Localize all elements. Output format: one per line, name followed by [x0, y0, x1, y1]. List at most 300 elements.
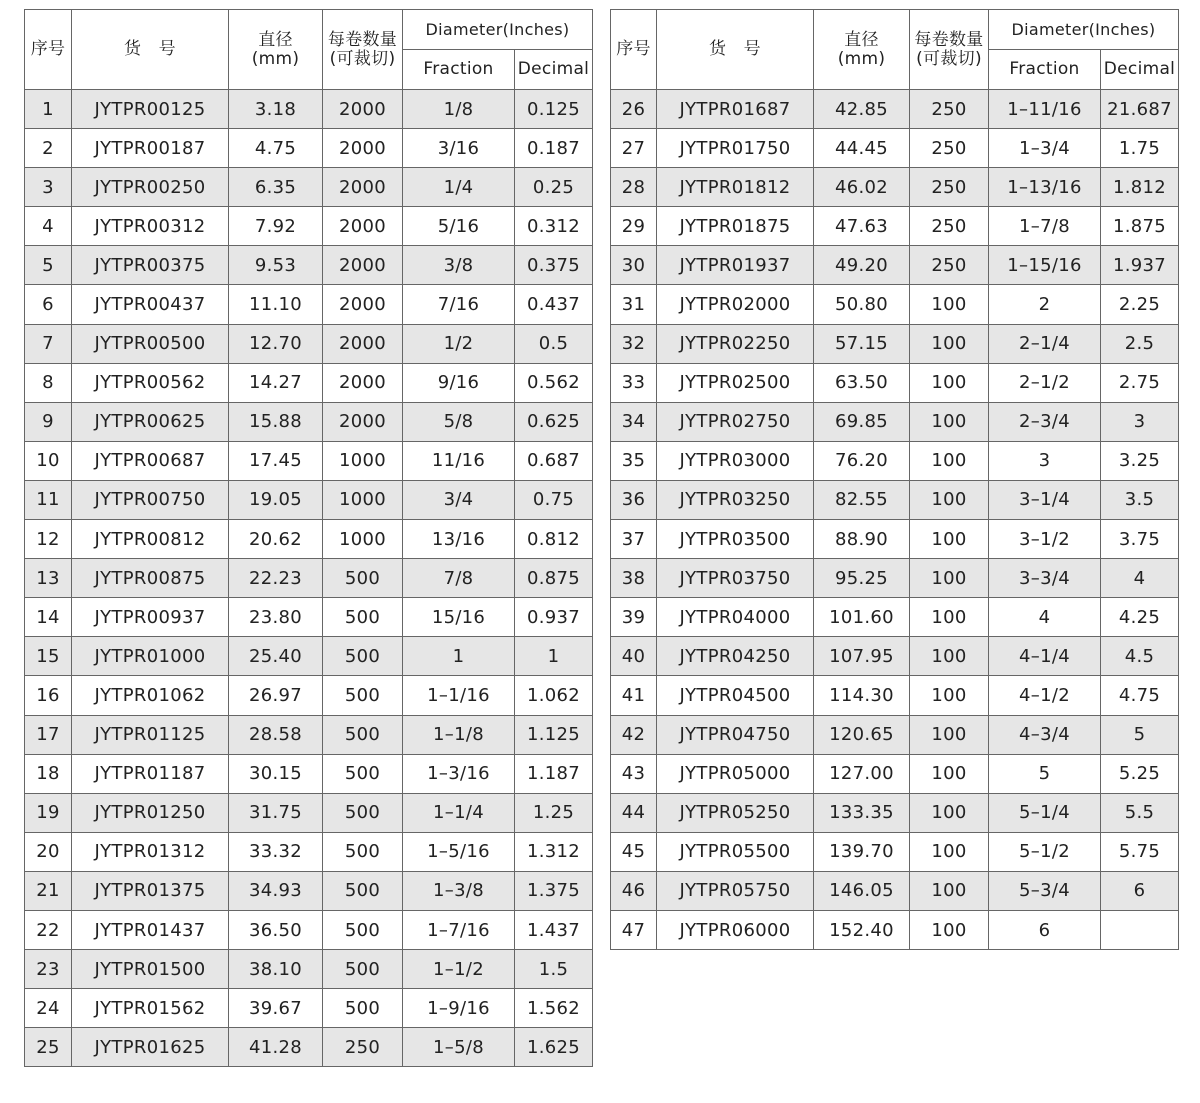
cell-qty: 100 — [910, 285, 989, 324]
cell-decimal: 4.5 — [1101, 637, 1179, 676]
cell-seq: 6 — [25, 285, 72, 324]
cell-decimal: 3.25 — [1101, 441, 1179, 480]
table-body-left — [25, 90, 593, 1067]
cell-decimal: 3.75 — [1101, 520, 1179, 559]
cell-qty: 100 — [910, 793, 989, 832]
cell-decimal: 1.812 — [1101, 168, 1179, 207]
cell-fraction: 3/8 — [403, 246, 515, 285]
cell-item-no: JYTPR01937 — [657, 246, 814, 285]
cell-item-no: JYTPR00937 — [72, 598, 229, 637]
cell-fraction: 1–3/4 — [989, 129, 1101, 168]
cell-fraction: 11/16 — [403, 441, 515, 480]
cell-diameter-mm: 22.23 — [229, 559, 323, 598]
cell-qty: 500 — [323, 832, 403, 871]
cell-decimal: 1.25 — [515, 793, 593, 832]
cell-qty: 100 — [910, 871, 989, 910]
cell-item-no: JYTPR01687 — [657, 90, 814, 129]
cell-seq: 1 — [25, 90, 72, 129]
cell-decimal: 2.25 — [1101, 285, 1179, 324]
cell-decimal: 0.312 — [515, 207, 593, 246]
table-row — [25, 90, 593, 129]
header-diameter-mm-line2: (mm) — [837, 48, 886, 69]
cell-decimal: 21.687 — [1101, 90, 1179, 129]
cell-diameter-mm: 11.10 — [229, 285, 323, 324]
cell-fraction: 5–3/4 — [989, 871, 1101, 910]
cell-diameter-mm: 152.40 — [814, 910, 910, 949]
cell-seq: 41 — [611, 676, 657, 715]
cell-diameter-mm: 57.15 — [814, 324, 910, 363]
cell-diameter-mm: 88.90 — [814, 520, 910, 559]
header-diameter-mm-line1: 直径 — [844, 29, 879, 50]
cell-qty: 100 — [910, 637, 989, 676]
cell-qty: 500 — [323, 754, 403, 793]
cell-diameter-mm: 114.30 — [814, 676, 910, 715]
cell-diameter-mm: 34.93 — [229, 871, 323, 910]
cell-item-no: JYTPR01875 — [657, 207, 814, 246]
cell-qty: 500 — [323, 950, 403, 989]
cell-decimal: 0.125 — [515, 90, 593, 129]
cell-seq: 10 — [25, 441, 72, 480]
cell-qty: 100 — [910, 402, 989, 441]
cell-fraction: 2–1/4 — [989, 324, 1101, 363]
cell-fraction: 1–1/8 — [403, 715, 515, 754]
spec-table-right — [610, 9, 1179, 950]
cell-seq: 9 — [25, 402, 72, 441]
cell-fraction: 1–3/16 — [403, 754, 515, 793]
cell-seq: 36 — [611, 480, 657, 519]
table-row — [611, 246, 1179, 285]
cell-seq: 11 — [25, 480, 72, 519]
table-row — [611, 129, 1179, 168]
cell-fraction: 5 — [989, 754, 1101, 793]
cell-decimal: 1.437 — [515, 910, 593, 949]
cell-fraction: 1–9/16 — [403, 989, 515, 1028]
cell-qty: 250 — [323, 1028, 403, 1067]
cell-seq: 44 — [611, 793, 657, 832]
header-qty-per-roll — [323, 10, 403, 90]
cell-diameter-mm: 7.92 — [229, 207, 323, 246]
cell-seq: 33 — [611, 363, 657, 402]
cell-decimal: 0.25 — [515, 168, 593, 207]
cell-fraction: 4–3/4 — [989, 715, 1101, 754]
cell-diameter-mm: 69.85 — [814, 402, 910, 441]
cell-item-no: JYTPR00250 — [72, 168, 229, 207]
cell-fraction: 13/16 — [403, 520, 515, 559]
cell-diameter-mm: 46.02 — [814, 168, 910, 207]
table-row — [25, 246, 593, 285]
header-diameter-inches: Diameter(Inches) — [403, 10, 593, 50]
cell-qty: 250 — [910, 168, 989, 207]
table-row — [25, 441, 593, 480]
header-seq: 序号 — [25, 10, 72, 90]
cell-decimal: 0.5 — [515, 324, 593, 363]
cell-item-no: JYTPR05250 — [657, 793, 814, 832]
header-qty-line2: (可裁切) — [916, 48, 982, 69]
table-row — [611, 520, 1179, 559]
cell-qty: 2000 — [323, 402, 403, 441]
cell-item-no: JYTPR01812 — [657, 168, 814, 207]
table-row — [25, 754, 593, 793]
cell-item-no: JYTPR01437 — [72, 910, 229, 949]
cell-decimal: 2.75 — [1101, 363, 1179, 402]
cell-fraction: 1/4 — [403, 168, 515, 207]
cell-diameter-mm: 26.97 — [229, 676, 323, 715]
cell-item-no: JYTPR00312 — [72, 207, 229, 246]
cell-fraction: 1–1/4 — [403, 793, 515, 832]
cell-item-no: JYTPR00875 — [72, 559, 229, 598]
cell-qty: 500 — [323, 559, 403, 598]
cell-diameter-mm: 139.70 — [814, 832, 910, 871]
cell-item-no: JYTPR00750 — [72, 480, 229, 519]
table-row — [25, 207, 593, 246]
cell-seq: 7 — [25, 324, 72, 363]
cell-seq: 18 — [25, 754, 72, 793]
cell-qty: 100 — [910, 676, 989, 715]
cell-diameter-mm: 33.32 — [229, 832, 323, 871]
cell-diameter-mm: 30.15 — [229, 754, 323, 793]
cell-qty: 100 — [910, 910, 989, 949]
cell-qty: 2000 — [323, 207, 403, 246]
cell-decimal: 1.375 — [515, 871, 593, 910]
cell-item-no: JYTPR03500 — [657, 520, 814, 559]
cell-diameter-mm: 47.63 — [814, 207, 910, 246]
cell-qty: 100 — [910, 754, 989, 793]
cell-decimal: 1.312 — [515, 832, 593, 871]
cell-seq: 15 — [25, 637, 72, 676]
cell-diameter-mm: 120.65 — [814, 715, 910, 754]
cell-item-no: JYTPR00500 — [72, 324, 229, 363]
cell-fraction: 1–15/16 — [989, 246, 1101, 285]
table-row — [611, 715, 1179, 754]
spec-table-left — [24, 9, 593, 1067]
cell-diameter-mm: 36.50 — [229, 910, 323, 949]
table-row — [25, 520, 593, 559]
cell-fraction: 5/16 — [403, 207, 515, 246]
cell-qty: 2000 — [323, 363, 403, 402]
cell-qty: 250 — [910, 129, 989, 168]
cell-fraction: 3/16 — [403, 129, 515, 168]
cell-decimal: 0.625 — [515, 402, 593, 441]
table-row — [25, 363, 593, 402]
cell-item-no: JYTPR05750 — [657, 871, 814, 910]
table-row — [25, 285, 593, 324]
cell-fraction: 9/16 — [403, 363, 515, 402]
cell-qty: 100 — [910, 832, 989, 871]
cell-diameter-mm: 31.75 — [229, 793, 323, 832]
header-item-no: 货 号 — [72, 10, 229, 90]
cell-seq: 16 — [25, 676, 72, 715]
cell-item-no: JYTPR05500 — [657, 832, 814, 871]
cell-decimal: 0.687 — [515, 441, 593, 480]
cell-decimal: 1.625 — [515, 1028, 593, 1067]
cell-fraction: 15/16 — [403, 598, 515, 637]
cell-item-no: JYTPR00562 — [72, 363, 229, 402]
cell-fraction: 1–5/16 — [403, 832, 515, 871]
table-row — [25, 559, 593, 598]
cell-decimal: 1.562 — [515, 989, 593, 1028]
cell-fraction: 1–7/8 — [989, 207, 1101, 246]
cell-decimal: 5.5 — [1101, 793, 1179, 832]
cell-diameter-mm: 146.05 — [814, 871, 910, 910]
cell-item-no: JYTPR04000 — [657, 598, 814, 637]
header-qty-line1: 每卷数量 — [327, 29, 398, 50]
table-row — [611, 793, 1179, 832]
table-row — [25, 637, 593, 676]
table-row — [611, 754, 1179, 793]
cell-fraction: 1–5/8 — [403, 1028, 515, 1067]
cell-diameter-mm: 4.75 — [229, 129, 323, 168]
cell-item-no: JYTPR05000 — [657, 754, 814, 793]
cell-decimal: 0.562 — [515, 363, 593, 402]
cell-seq: 3 — [25, 168, 72, 207]
cell-fraction: 7/16 — [403, 285, 515, 324]
cell-decimal: 3 — [1101, 402, 1179, 441]
cell-qty: 500 — [323, 637, 403, 676]
table-row — [611, 480, 1179, 519]
cell-diameter-mm: 38.10 — [229, 950, 323, 989]
cell-diameter-mm: 49.20 — [814, 246, 910, 285]
cell-diameter-mm: 3.18 — [229, 90, 323, 129]
cell-qty: 2000 — [323, 246, 403, 285]
cell-decimal: 1.062 — [515, 676, 593, 715]
cell-fraction: 6 — [989, 910, 1101, 949]
cell-fraction: 2 — [989, 285, 1101, 324]
cell-fraction: 1–1/2 — [403, 950, 515, 989]
table-row — [611, 363, 1179, 402]
table-row — [25, 1028, 593, 1067]
cell-fraction: 1/8 — [403, 90, 515, 129]
table-row — [25, 676, 593, 715]
table-row — [25, 129, 593, 168]
table-row — [25, 793, 593, 832]
cell-diameter-mm: 44.45 — [814, 129, 910, 168]
table-row — [25, 989, 593, 1028]
cell-decimal: 5 — [1101, 715, 1179, 754]
cell-qty: 1000 — [323, 520, 403, 559]
cell-fraction: 4–1/4 — [989, 637, 1101, 676]
cell-decimal: 0.875 — [515, 559, 593, 598]
cell-item-no: JYTPR04500 — [657, 676, 814, 715]
cell-seq: 21 — [25, 871, 72, 910]
cell-item-no: JYTPR01250 — [72, 793, 229, 832]
cell-qty: 2000 — [323, 285, 403, 324]
cell-seq: 5 — [25, 246, 72, 285]
cell-seq: 34 — [611, 402, 657, 441]
cell-qty: 2000 — [323, 129, 403, 168]
cell-fraction: 4 — [989, 598, 1101, 637]
header-qty-line1: 每卷数量 — [914, 29, 984, 50]
cell-item-no: JYTPR02750 — [657, 402, 814, 441]
cell-item-no: JYTPR01750 — [657, 129, 814, 168]
cell-qty: 500 — [323, 676, 403, 715]
cell-decimal: 5.25 — [1101, 754, 1179, 793]
cell-fraction: 5–1/2 — [989, 832, 1101, 871]
cell-decimal: 5.75 — [1101, 832, 1179, 871]
table-row — [25, 480, 593, 519]
table-row — [25, 871, 593, 910]
cell-item-no: JYTPR01562 — [72, 989, 229, 1028]
cell-diameter-mm: 19.05 — [229, 480, 323, 519]
cell-diameter-mm: 39.67 — [229, 989, 323, 1028]
table-row — [611, 441, 1179, 480]
cell-diameter-mm: 6.35 — [229, 168, 323, 207]
cell-fraction: 2–3/4 — [989, 402, 1101, 441]
cell-item-no: JYTPR00687 — [72, 441, 229, 480]
cell-item-no: JYTPR02250 — [657, 324, 814, 363]
cell-item-no: JYTPR01125 — [72, 715, 229, 754]
cell-diameter-mm: 17.45 — [229, 441, 323, 480]
table-row — [25, 168, 593, 207]
cell-item-no: JYTPR01062 — [72, 676, 229, 715]
cell-diameter-mm: 133.35 — [814, 793, 910, 832]
cell-diameter-mm: 20.62 — [229, 520, 323, 559]
cell-diameter-mm: 12.70 — [229, 324, 323, 363]
cell-qty: 100 — [910, 559, 989, 598]
cell-decimal: 1.187 — [515, 754, 593, 793]
cell-diameter-mm: 82.55 — [814, 480, 910, 519]
cell-seq: 26 — [611, 90, 657, 129]
cell-decimal: 3.5 — [1101, 480, 1179, 519]
cell-qty: 500 — [323, 715, 403, 754]
cell-decimal: 6 — [1101, 871, 1179, 910]
cell-diameter-mm: 42.85 — [814, 90, 910, 129]
table-row — [611, 871, 1179, 910]
cell-item-no: JYTPR01500 — [72, 950, 229, 989]
cell-seq: 31 — [611, 285, 657, 324]
cell-diameter-mm: 23.80 — [229, 598, 323, 637]
cell-item-no: JYTPR02000 — [657, 285, 814, 324]
cell-item-no: JYTPR01312 — [72, 832, 229, 871]
cell-item-no: JYTPR00625 — [72, 402, 229, 441]
cell-diameter-mm: 41.28 — [229, 1028, 323, 1067]
cell-item-no: JYTPR00812 — [72, 520, 229, 559]
header-decimal: Decimal — [515, 50, 593, 90]
table-row — [25, 910, 593, 949]
cell-item-no: JYTPR04250 — [657, 637, 814, 676]
header-diameter-mm-line2: (mm) — [251, 48, 300, 69]
header-qty-per-roll — [910, 10, 989, 90]
cell-diameter-mm: 14.27 — [229, 363, 323, 402]
cell-diameter-mm: 95.25 — [814, 559, 910, 598]
cell-fraction: 3–3/4 — [989, 559, 1101, 598]
cell-qty: 100 — [910, 598, 989, 637]
cell-qty: 500 — [323, 871, 403, 910]
cell-seq: 12 — [25, 520, 72, 559]
table-row — [25, 715, 593, 754]
cell-item-no: JYTPR01187 — [72, 754, 229, 793]
cell-seq: 47 — [611, 910, 657, 949]
cell-item-no: JYTPR03750 — [657, 559, 814, 598]
cell-qty: 500 — [323, 793, 403, 832]
cell-item-no: JYTPR01000 — [72, 637, 229, 676]
cell-decimal: 1 — [515, 637, 593, 676]
cell-qty: 100 — [910, 480, 989, 519]
cell-seq: 2 — [25, 129, 72, 168]
cell-decimal: 0.812 — [515, 520, 593, 559]
cell-seq: 38 — [611, 559, 657, 598]
table-row — [611, 402, 1179, 441]
table-row — [611, 324, 1179, 363]
cell-fraction: 1–11/16 — [989, 90, 1101, 129]
cell-qty: 250 — [910, 246, 989, 285]
cell-seq: 20 — [25, 832, 72, 871]
cell-qty: 250 — [910, 90, 989, 129]
cell-seq: 37 — [611, 520, 657, 559]
cell-diameter-mm: 50.80 — [814, 285, 910, 324]
cell-qty: 2000 — [323, 168, 403, 207]
cell-decimal: 1.875 — [1101, 207, 1179, 246]
cell-decimal: 0.187 — [515, 129, 593, 168]
cell-item-no: JYTPR03000 — [657, 441, 814, 480]
cell-seq: 17 — [25, 715, 72, 754]
cell-seq: 4 — [25, 207, 72, 246]
header-diameter-mm-line1: 直径 — [258, 29, 293, 50]
cell-decimal: 4.75 — [1101, 676, 1179, 715]
header-diameter-inches: Diameter(Inches) — [989, 10, 1179, 50]
cell-item-no: JYTPR01625 — [72, 1028, 229, 1067]
table-row — [611, 285, 1179, 324]
cell-item-no: JYTPR00437 — [72, 285, 229, 324]
cell-qty: 2000 — [323, 90, 403, 129]
header-fraction: Fraction — [403, 50, 515, 90]
cell-seq: 35 — [611, 441, 657, 480]
cell-seq: 27 — [611, 129, 657, 168]
cell-decimal — [1101, 910, 1179, 949]
cell-qty: 500 — [323, 989, 403, 1028]
cell-fraction: 3/4 — [403, 480, 515, 519]
cell-diameter-mm: 28.58 — [229, 715, 323, 754]
cell-item-no: JYTPR06000 — [657, 910, 814, 949]
table-row — [611, 832, 1179, 871]
table-row — [611, 637, 1179, 676]
cell-diameter-mm: 127.00 — [814, 754, 910, 793]
cell-seq: 19 — [25, 793, 72, 832]
header-decimal: Decimal — [1101, 50, 1179, 90]
cell-qty: 100 — [910, 324, 989, 363]
cell-fraction: 1–1/16 — [403, 676, 515, 715]
cell-qty: 1000 — [323, 441, 403, 480]
cell-seq: 8 — [25, 363, 72, 402]
cell-seq: 13 — [25, 559, 72, 598]
cell-seq: 28 — [611, 168, 657, 207]
table-row — [611, 90, 1179, 129]
cell-seq: 23 — [25, 950, 72, 989]
cell-qty: 1000 — [323, 480, 403, 519]
cell-fraction: 3–1/4 — [989, 480, 1101, 519]
cell-seq: 46 — [611, 871, 657, 910]
cell-seq: 24 — [25, 989, 72, 1028]
cell-fraction: 2–1/2 — [989, 363, 1101, 402]
table-row — [611, 910, 1179, 949]
cell-decimal: 0.437 — [515, 285, 593, 324]
cell-diameter-mm: 101.60 — [814, 598, 910, 637]
cell-seq: 22 — [25, 910, 72, 949]
table-row — [25, 402, 593, 441]
cell-item-no: JYTPR00375 — [72, 246, 229, 285]
cell-fraction: 1–13/16 — [989, 168, 1101, 207]
cell-diameter-mm: 9.53 — [229, 246, 323, 285]
header-item-no: 货 号 — [657, 10, 814, 90]
cell-item-no: JYTPR00125 — [72, 90, 229, 129]
cell-diameter-mm: 63.50 — [814, 363, 910, 402]
table-body-right — [611, 90, 1179, 950]
cell-qty: 500 — [323, 910, 403, 949]
cell-qty: 500 — [323, 598, 403, 637]
table-row — [25, 832, 593, 871]
cell-decimal: 1.5 — [515, 950, 593, 989]
cell-decimal: 1.937 — [1101, 246, 1179, 285]
cell-qty: 250 — [910, 207, 989, 246]
